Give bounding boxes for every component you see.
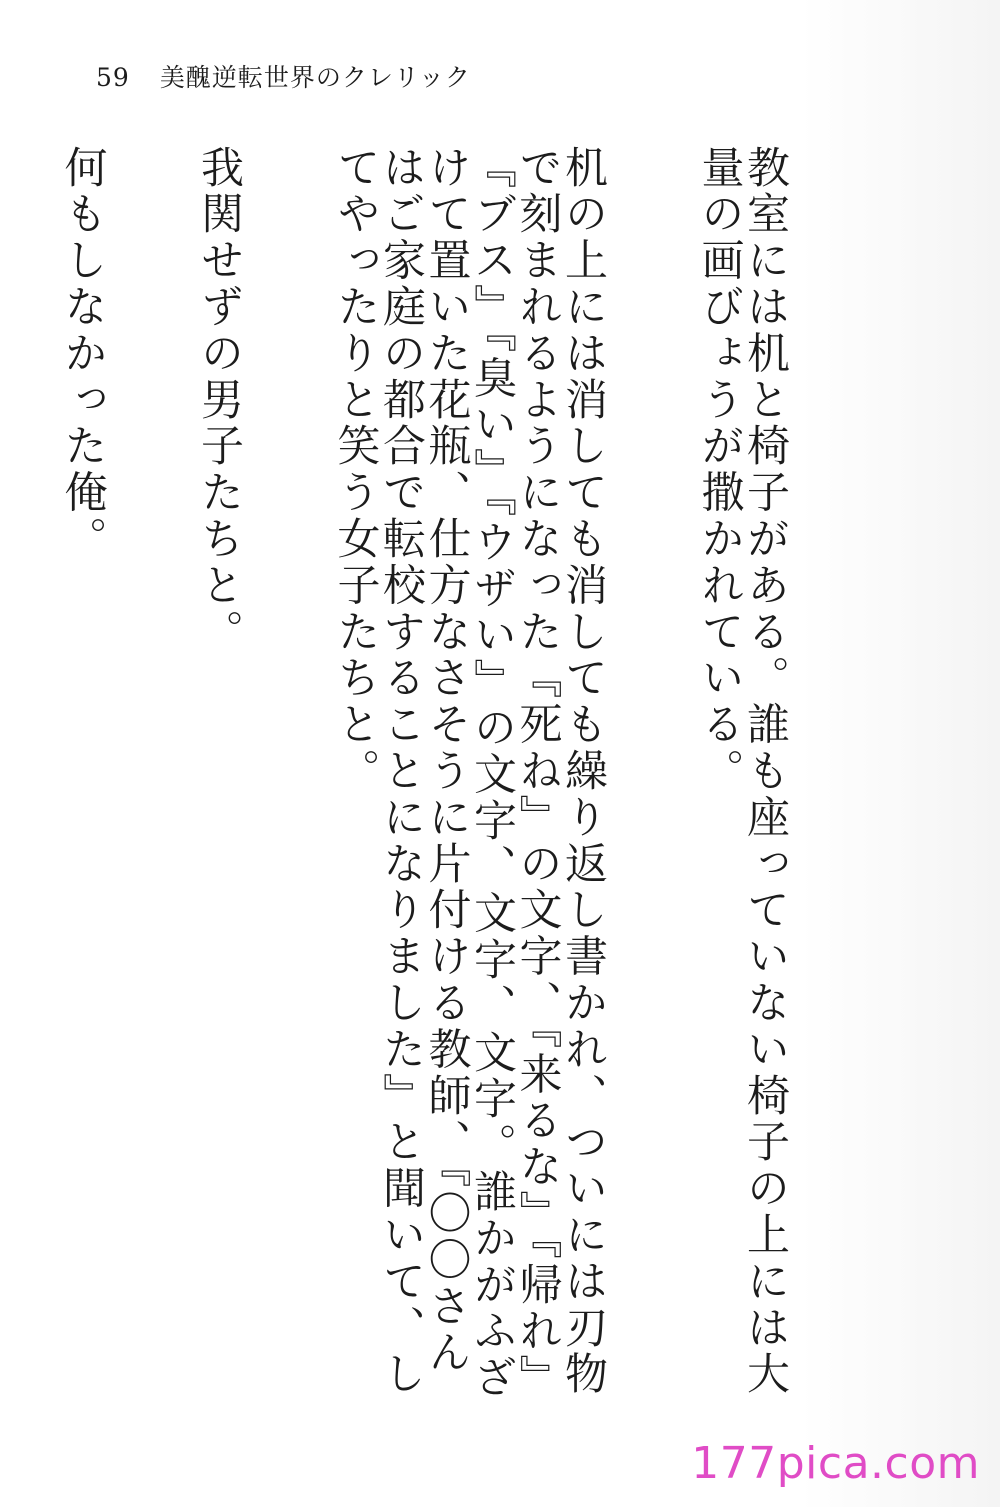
book-title: 美醜逆転世界のクレリック — [159, 63, 471, 92]
paragraph: 教室には机と椅子がある。誰も座っていない椅子の上には大量の画びょうが撒かれている。 — [694, 145, 790, 1398]
site-watermark: 177pica.com — [691, 1438, 980, 1489]
paragraph: 我関せずの男子たちと。 — [194, 145, 244, 656]
vertical-body-text — [0, 145, 878, 1405]
paragraph: 何もしなかった俺。 — [57, 145, 108, 563]
page-number: 59 — [96, 63, 130, 92]
paragraph: 机の上には消しても消しても繰り返し書かれ、ついには刃物で刻まれるようになった『死ね』の文字、『来るな』『帰れ』『ブス』『臭い』『ウザい』の文字、文字、文字。誰かがふざけて置いた花瓶、仕方なさそうに片付ける教師、『〇〇さんはご家庭の都合で転校することになりました』と聞いて、してやったりと笑う女子たちと。 — [330, 145, 608, 1402]
running-header — [96, 58, 471, 94]
